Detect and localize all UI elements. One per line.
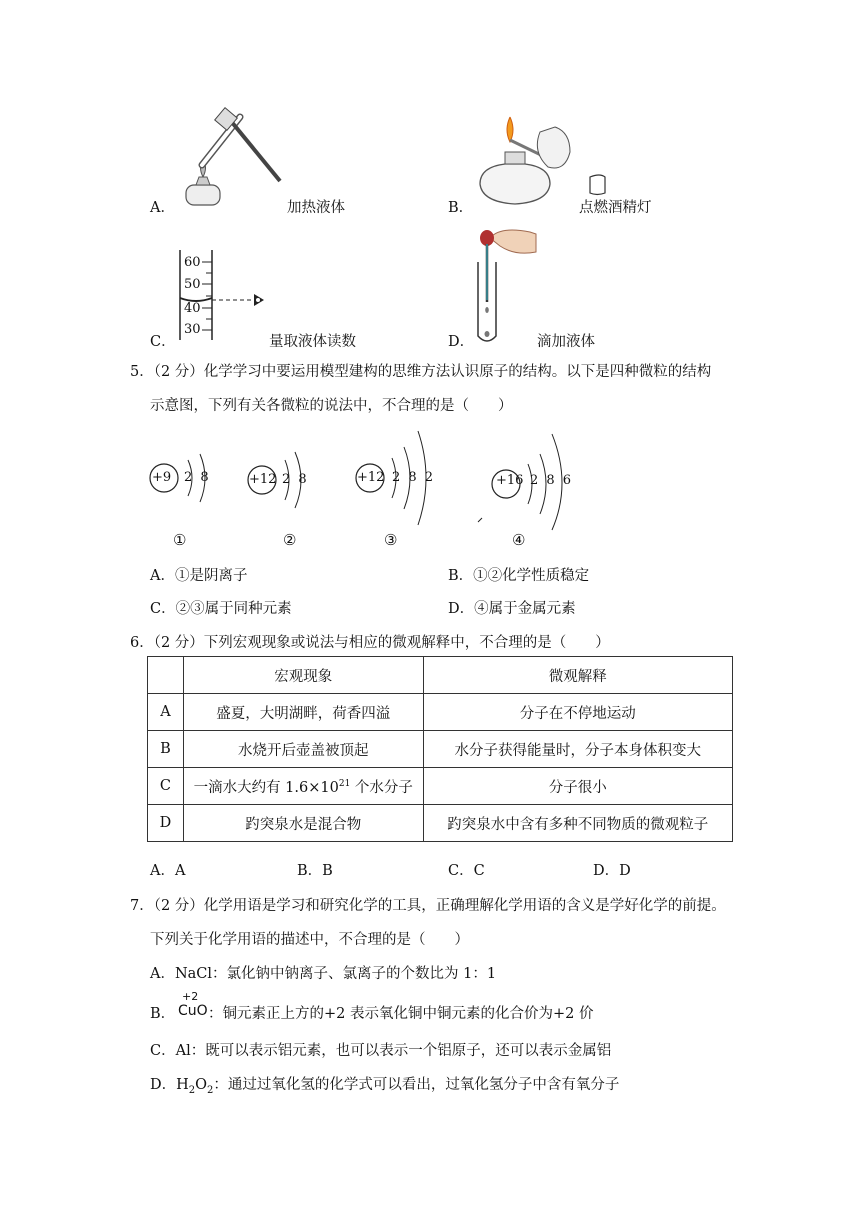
nucleus-charge: +9 xyxy=(152,470,172,485)
micro-explanation: 趵突泉水中含有多种不同物质的微观粒子 xyxy=(423,805,732,842)
option-letter: D． xyxy=(448,601,475,617)
particle-mark: ① xyxy=(174,568,190,584)
copper-oxide-formula: CuO xyxy=(178,1003,208,1019)
macro-phenomenon: 趵突泉水是混合物 xyxy=(183,805,423,842)
option-letter: C． xyxy=(150,334,176,350)
option-d[interactable] xyxy=(448,597,576,618)
table-row xyxy=(148,694,733,731)
table-header-cell: 微观解释 xyxy=(423,657,732,694)
cylinder-tick-label: 40 xyxy=(184,301,201,316)
nucleus-charge: +12 xyxy=(249,472,277,487)
table-row xyxy=(148,731,733,768)
option-c[interactable]: C．C xyxy=(448,863,485,879)
micro-explanation: 分子很小 xyxy=(423,768,732,805)
table-row xyxy=(148,768,733,805)
row-key: C xyxy=(148,768,184,805)
table-header-row xyxy=(148,657,733,694)
question-6-table xyxy=(147,656,733,842)
option-caption: 量取液体读数 xyxy=(269,334,356,350)
particle-label: ④ xyxy=(512,531,526,549)
shell-electrons: 2 8 2 xyxy=(392,470,434,485)
cylinder-tick-label: 30 xyxy=(184,322,201,337)
option-letter: C． xyxy=(150,601,176,617)
option-text: 化学性质稳定 xyxy=(502,568,590,584)
option-b[interactable]: B．B xyxy=(297,863,333,879)
particle-mark: ④ xyxy=(474,601,489,617)
option-b[interactable] xyxy=(448,564,589,585)
table-header-cell xyxy=(148,657,184,694)
option-c[interactable]: C．Al：既可以表示铝元素，也可以表示一个铝原子，还可以表示金属铝 xyxy=(150,1043,612,1059)
option-a[interactable]: A．A xyxy=(150,863,186,879)
option-text: 属于同种元素 xyxy=(204,601,292,617)
option-letter: B． xyxy=(448,200,474,216)
heating-liquid-image xyxy=(180,105,290,215)
micro-explanation: 分子在不停地运动 xyxy=(423,694,732,731)
question-7-stem-line2: 下列关于化学用语的描述中，不合理的是（ ） xyxy=(150,932,469,948)
option-caption: 点燃酒精灯 xyxy=(579,200,652,216)
cylinder-tick-label: 60 xyxy=(184,255,201,270)
particle-mark: ②③ xyxy=(175,601,205,617)
question-5-stem-line2: 示意图，下列有关各微粒的说法中，不合理的是（ ） xyxy=(150,398,513,414)
row-key: B xyxy=(148,731,184,768)
option-letter: A． xyxy=(150,200,175,216)
particle-label: ② xyxy=(283,531,297,549)
option-text: 是阴离子 xyxy=(189,568,248,584)
particle-label: ① xyxy=(173,531,187,549)
table-row xyxy=(148,805,733,842)
option-d[interactable]: D．$H_2O_2$：通过过氧化氢的化学式可以看出，过氧化氢分子中含有氧分子 xyxy=(150,1077,620,1096)
option-a[interactable]: A．NaCl：氯化钠中钠离子、氯离子的个数比为 1：1 xyxy=(150,966,497,982)
nucleus-charge: +12 xyxy=(357,470,385,485)
option-b[interactable] xyxy=(150,1002,175,1023)
particle-label: ③ xyxy=(384,531,398,549)
valence-label: +2 xyxy=(182,990,199,1003)
option-b-text: ：铜元素正上方的+2 表示氧化铜中铜元素的化合价为+2 价 xyxy=(208,1006,594,1022)
question-7-stem-line1: 7．（2 分）化学用语是学习和研究化学的工具，正确理解化学用语的含义是学好化学的前提。 xyxy=(130,898,726,914)
option-letter: D． xyxy=(448,334,475,350)
micro-explanation: 水分子获得能量时，分子本身体积变大 xyxy=(423,731,732,768)
shell-electrons: 2 8 xyxy=(184,470,209,485)
macro-phenomenon: 一滴水大约有 $1.6\times 10^{21}$ 个水分子 xyxy=(183,768,423,805)
nucleus-charge: +16 xyxy=(496,473,524,488)
option-c[interactable] xyxy=(150,597,292,618)
shell-electrons: 2 8 xyxy=(282,472,307,487)
option-d[interactable]: D．D xyxy=(593,863,631,879)
option-letter: B． xyxy=(448,568,474,584)
option-letter: B． xyxy=(150,1006,176,1022)
macro-phenomenon: 盛夏，大明湖畔，荷香四溢 xyxy=(183,694,423,731)
particle-mark: ①② xyxy=(473,568,503,584)
dropping-liquid-image xyxy=(470,222,540,348)
option-caption: 加热液体 xyxy=(287,200,345,216)
option-a[interactable] xyxy=(150,564,247,585)
option-letter: A． xyxy=(150,568,175,584)
row-key: D xyxy=(148,805,184,842)
question-6-stem: 6．（2 分）下列宏观现象或说法与相应的微观解释中，不合理的是（ ） xyxy=(130,635,610,651)
row-key: A xyxy=(148,694,184,731)
table-header-cell: 宏观现象 xyxy=(183,657,423,694)
cylinder-tick-label: 50 xyxy=(184,277,201,292)
macro-phenomenon: 水烧开后壶盖被顶起 xyxy=(183,731,423,768)
shell-electrons: 2 8 6 xyxy=(530,473,572,488)
question-5-stem-line1: 5．（2 分）化学学习中要运用模型建构的思维方法认识原子的结构。以下是四种微粒的结构 xyxy=(130,364,712,380)
option-text: 属于金属元素 xyxy=(488,601,576,617)
option-caption: 滴加液体 xyxy=(537,334,595,350)
